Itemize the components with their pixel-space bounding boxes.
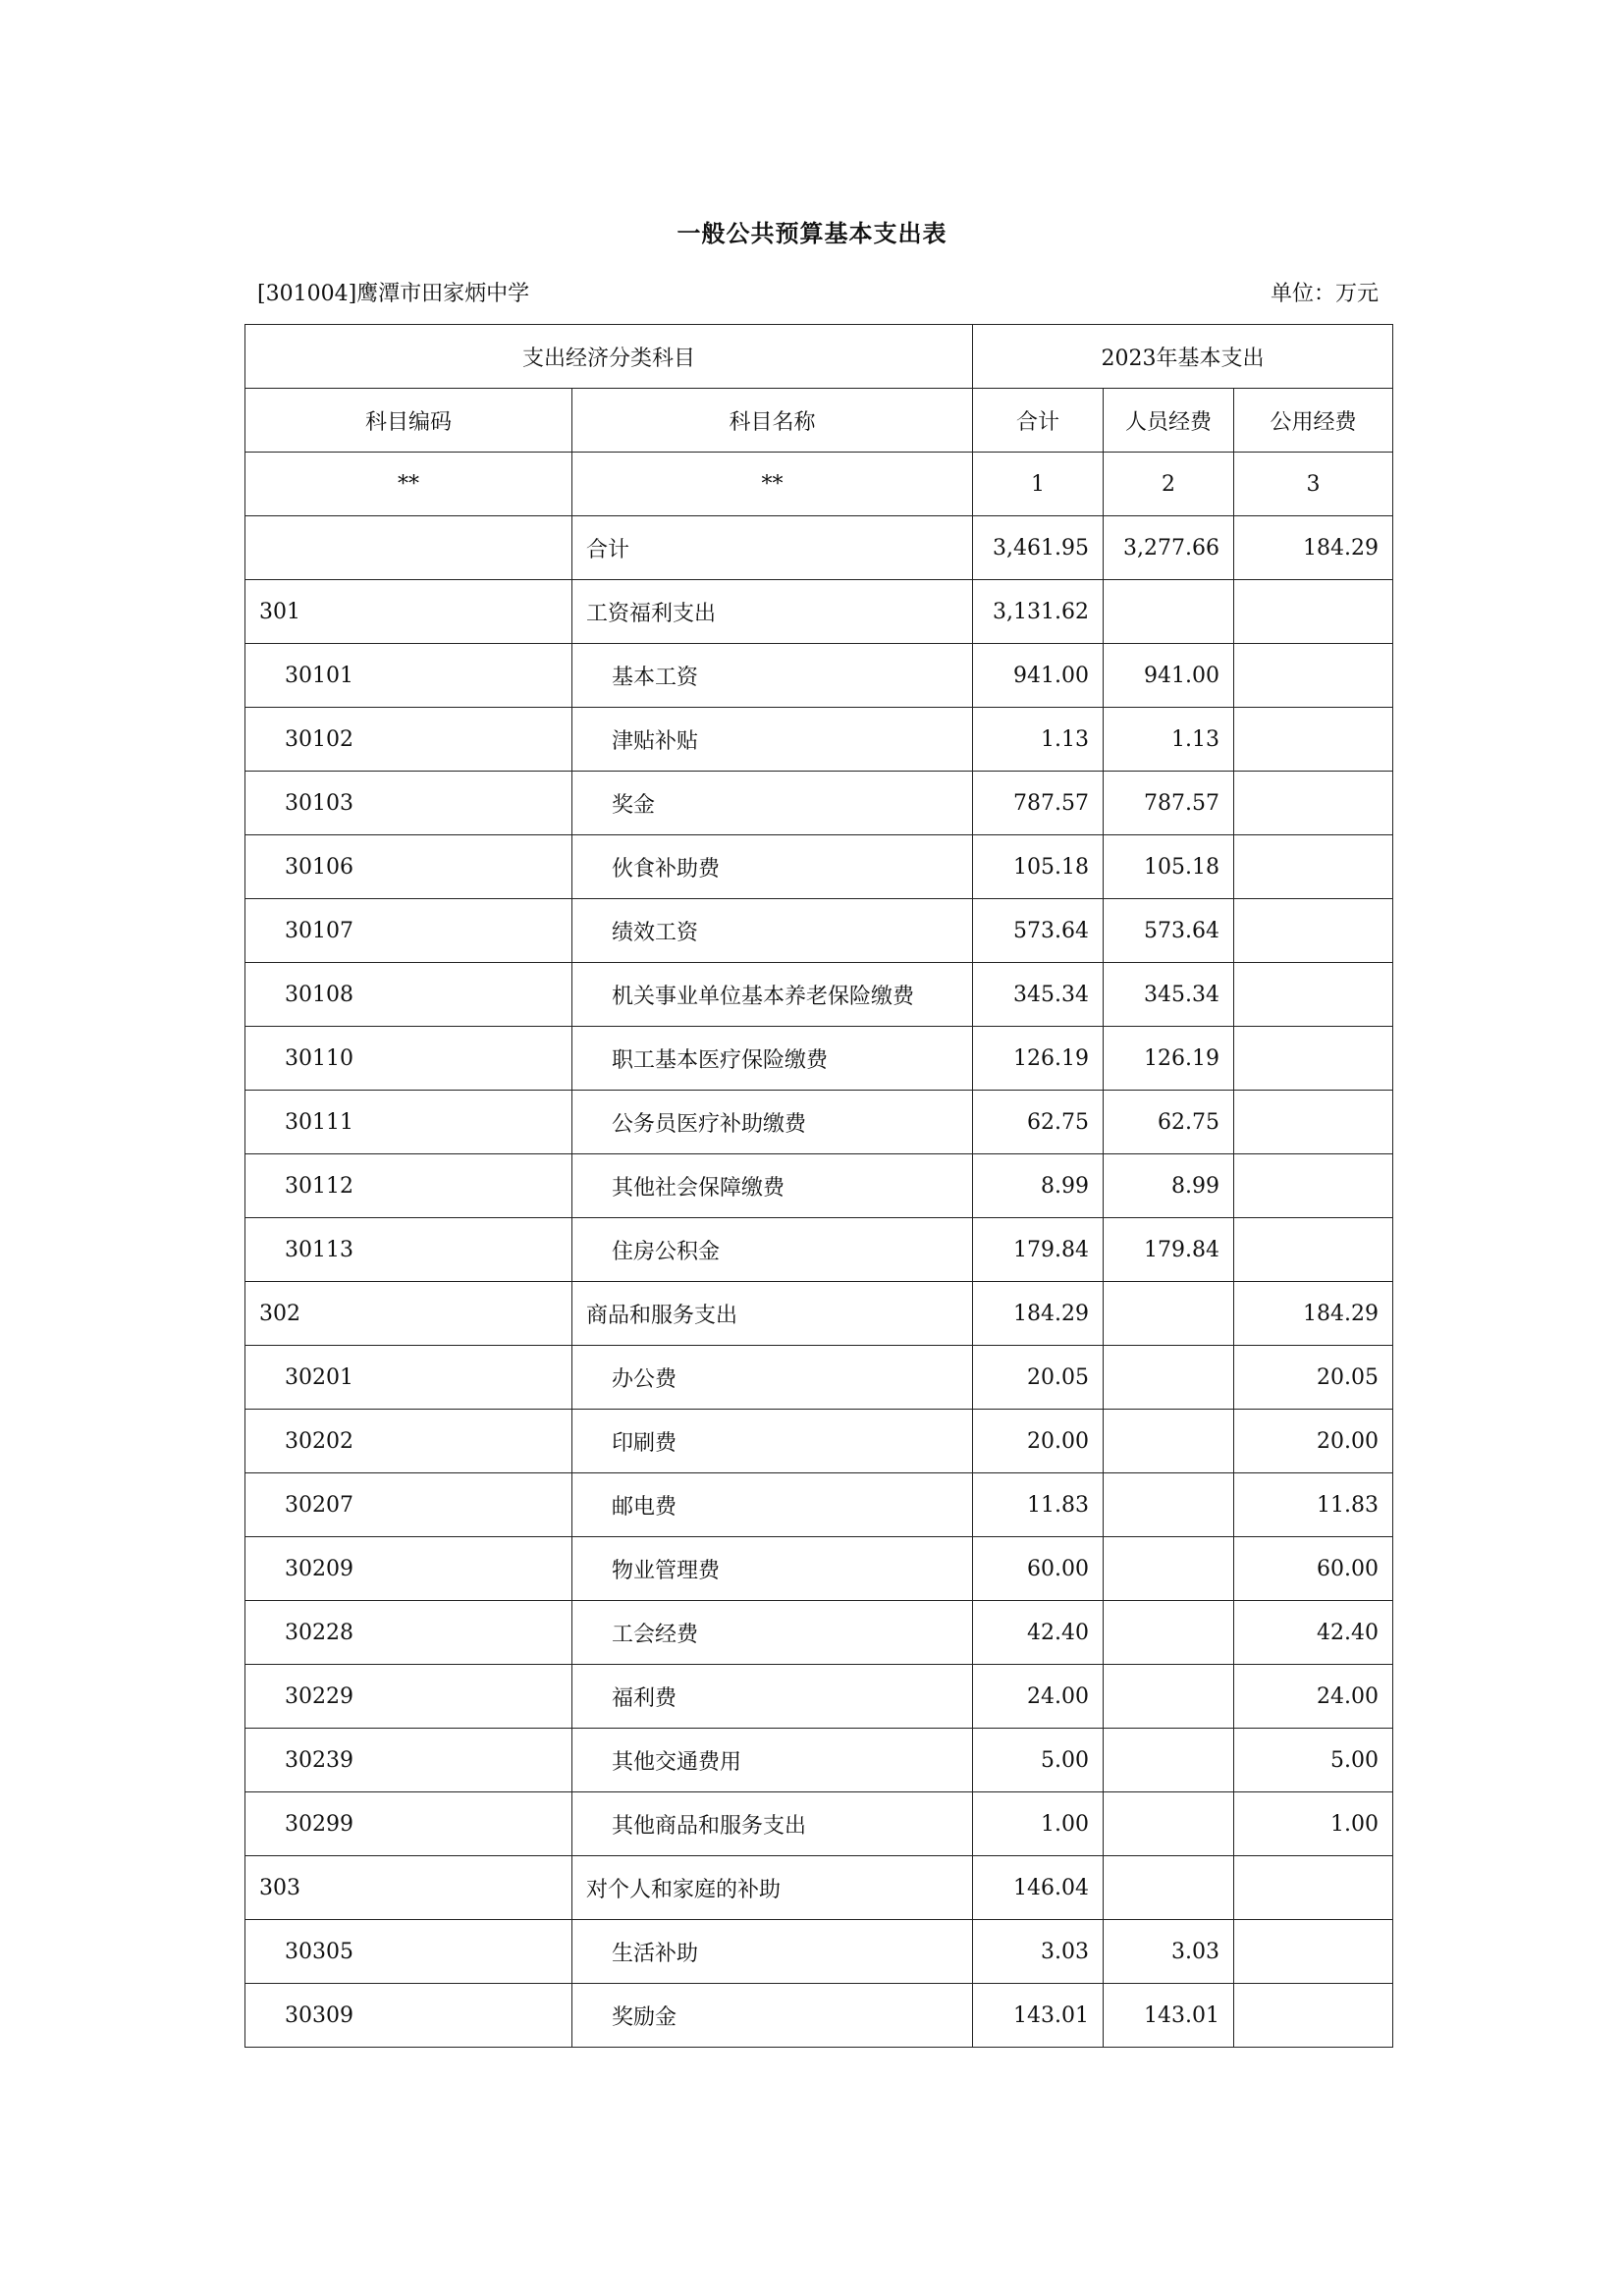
cell-code: 303 [245,1856,572,1920]
cell-total: 1.13 [973,708,1104,772]
cell-code: 30111 [245,1091,572,1154]
header-index-row [245,453,1393,516]
table-row [245,1920,1393,1984]
cell-personnel: 8.99 [1104,1154,1234,1218]
table-row [245,899,1393,963]
cell-name: 其他交通费用 [572,1729,973,1792]
cell-personnel [1104,1792,1234,1856]
cell-name: 奖励金 [572,1984,973,2048]
cell-code: 30228 [245,1601,572,1665]
cell-total: 42.40 [973,1601,1104,1665]
cell-code: 30108 [245,963,572,1027]
cell-name: 伙食补助费 [572,835,973,899]
table-row [245,1856,1393,1920]
cell-name: 印刷费 [572,1410,973,1473]
cell-code: 30305 [245,1920,572,1984]
budget-table [244,324,1393,2048]
cell-personnel [1104,1473,1234,1537]
cell-name: 住房公积金 [572,1218,973,1282]
cell-personnel: 126.19 [1104,1027,1234,1091]
cell-name: 福利费 [572,1665,973,1729]
cell-public: 1.00 [1234,1792,1393,1856]
cell-total: 3,131.62 [973,580,1104,644]
cell-name: 邮电费 [572,1473,973,1537]
header-idx-code: ** [245,453,572,516]
cell-code: 30107 [245,899,572,963]
cell-code: 30299 [245,1792,572,1856]
cell-total: 179.84 [973,1218,1104,1282]
table-row [245,1091,1393,1154]
header-idx-total: 1 [973,453,1104,516]
cell-total: 3.03 [973,1920,1104,1984]
cell-code: 30113 [245,1218,572,1282]
cell-code: 30207 [245,1473,572,1537]
cell-personnel [1104,1601,1234,1665]
cell-public [1234,1920,1393,1984]
cell-public [1234,835,1393,899]
cell-total: 24.00 [973,1665,1104,1729]
table-row [245,580,1393,644]
cell-name: 津贴补贴 [572,708,973,772]
table-row [245,1792,1393,1856]
cell-total: 146.04 [973,1856,1104,1920]
cell-name: 绩效工资 [572,899,973,963]
cell-code: 30101 [245,644,572,708]
cell-total: 573.64 [973,899,1104,963]
cell-public [1234,644,1393,708]
cell-personnel [1104,1729,1234,1792]
cell-personnel: 105.18 [1104,835,1234,899]
table-row [245,1729,1393,1792]
cell-code: 30112 [245,1154,572,1218]
cell-code: 30201 [245,1346,572,1410]
cell-personnel: 787.57 [1104,772,1234,835]
cell-public [1234,708,1393,772]
table-row [245,963,1393,1027]
cell-total: 20.00 [973,1410,1104,1473]
cell-personnel [1104,1537,1234,1601]
cell-name: 生活补助 [572,1920,973,1984]
table-row [245,835,1393,899]
cell-code: 30102 [245,708,572,772]
header-idx-personnel: 2 [1104,453,1234,516]
cell-total: 345.34 [973,963,1104,1027]
table-row [245,772,1393,835]
cell-personnel: 345.34 [1104,963,1234,1027]
cell-total: 941.00 [973,644,1104,708]
header-group-right: 2023年基本支出 [973,325,1393,389]
cell-code [245,516,572,580]
table-row [245,1346,1393,1410]
cell-public [1234,580,1393,644]
cell-code: 30110 [245,1027,572,1091]
cell-personnel: 941.00 [1104,644,1234,708]
cell-public: 184.29 [1234,1282,1393,1346]
cell-public: 11.83 [1234,1473,1393,1537]
header-idx-name: ** [572,453,973,516]
cell-name: 机关事业单位基本养老保险缴费 [572,963,973,1027]
cell-name: 奖金 [572,772,973,835]
cell-total: 60.00 [973,1537,1104,1601]
cell-personnel: 179.84 [1104,1218,1234,1282]
cell-name: 工资福利支出 [572,580,973,644]
cell-code: 30106 [245,835,572,899]
cell-public [1234,899,1393,963]
cell-code: 30309 [245,1984,572,2048]
cell-total: 62.75 [973,1091,1104,1154]
cell-public: 60.00 [1234,1537,1393,1601]
cell-personnel: 62.75 [1104,1091,1234,1154]
cell-code: 30202 [245,1410,572,1473]
cell-public [1234,1856,1393,1920]
header-col-public: 公用经费 [1234,389,1393,453]
cell-total: 143.01 [973,1984,1104,2048]
cell-personnel: 143.01 [1104,1984,1234,2048]
cell-name: 合计 [572,516,973,580]
cell-name: 办公费 [572,1346,973,1410]
table-row [245,1027,1393,1091]
cell-personnel: 1.13 [1104,708,1234,772]
cell-public: 42.40 [1234,1601,1393,1665]
table-row [245,1218,1393,1282]
table-row [245,1473,1393,1537]
cell-personnel [1104,1282,1234,1346]
cell-personnel [1104,1856,1234,1920]
header-idx-public: 3 [1234,453,1393,516]
cell-code: 301 [245,580,572,644]
cell-total: 5.00 [973,1729,1104,1792]
table-row [245,1410,1393,1473]
cell-name: 工会经费 [572,1601,973,1665]
cell-public [1234,1027,1393,1091]
cell-code: 30229 [245,1665,572,1729]
page-title: 一般公共预算基本支出表 [677,219,947,247]
organization-label: [301004]鹰潭市田家炳中学 [257,282,530,306]
cell-public: 24.00 [1234,1665,1393,1729]
cell-name: 公务员医疗补助缴费 [572,1091,973,1154]
header-group-row [245,325,1393,389]
cell-personnel [1104,1665,1234,1729]
cell-name: 商品和服务支出 [572,1282,973,1346]
cell-name: 物业管理费 [572,1537,973,1601]
cell-public [1234,1984,1393,2048]
cell-public [1234,772,1393,835]
cell-name: 其他社会保障缴费 [572,1154,973,1218]
cell-name: 其他商品和服务支出 [572,1792,973,1856]
cell-total: 1.00 [973,1792,1104,1856]
cell-total: 3,461.95 [973,516,1104,580]
cell-public [1234,1218,1393,1282]
table-row [245,1984,1393,2048]
cell-code: 30103 [245,772,572,835]
cell-personnel: 3,277.66 [1104,516,1234,580]
table-row [245,1537,1393,1601]
header-column-row [245,389,1393,453]
header-group-left: 支出经济分类科目 [245,325,973,389]
cell-personnel: 3.03 [1104,1920,1234,1984]
cell-public: 184.29 [1234,516,1393,580]
cell-total: 126.19 [973,1027,1104,1091]
cell-name: 对个人和家庭的补助 [572,1856,973,1920]
table-row [245,516,1393,580]
header-col-personnel: 人员经费 [1104,389,1234,453]
cell-total: 787.57 [973,772,1104,835]
cell-public [1234,1154,1393,1218]
cell-total: 8.99 [973,1154,1104,1218]
cell-total: 20.05 [973,1346,1104,1410]
cell-code: 302 [245,1282,572,1346]
table-row [245,1601,1393,1665]
cell-public: 5.00 [1234,1729,1393,1792]
table-body [245,516,1393,2048]
cell-personnel [1104,580,1234,644]
cell-code: 30239 [245,1729,572,1792]
unit-label: 单位：万元 [1270,282,1379,306]
cell-personnel [1104,1410,1234,1473]
cell-personnel: 573.64 [1104,899,1234,963]
cell-public: 20.00 [1234,1410,1393,1473]
table-row [245,1154,1393,1218]
cell-total: 105.18 [973,835,1104,899]
cell-public: 20.05 [1234,1346,1393,1410]
cell-name: 职工基本医疗保险缴费 [572,1027,973,1091]
table-row [245,644,1393,708]
cell-total: 184.29 [973,1282,1104,1346]
header-col-code: 科目编码 [245,389,572,453]
table-row [245,708,1393,772]
cell-total: 11.83 [973,1473,1104,1537]
cell-public [1234,1091,1393,1154]
table-row [245,1665,1393,1729]
header-col-total: 合计 [973,389,1104,453]
header-col-name: 科目名称 [572,389,973,453]
cell-personnel [1104,1346,1234,1410]
cell-code: 30209 [245,1537,572,1601]
cell-name: 基本工资 [572,644,973,708]
cell-public [1234,963,1393,1027]
table-row [245,1282,1393,1346]
